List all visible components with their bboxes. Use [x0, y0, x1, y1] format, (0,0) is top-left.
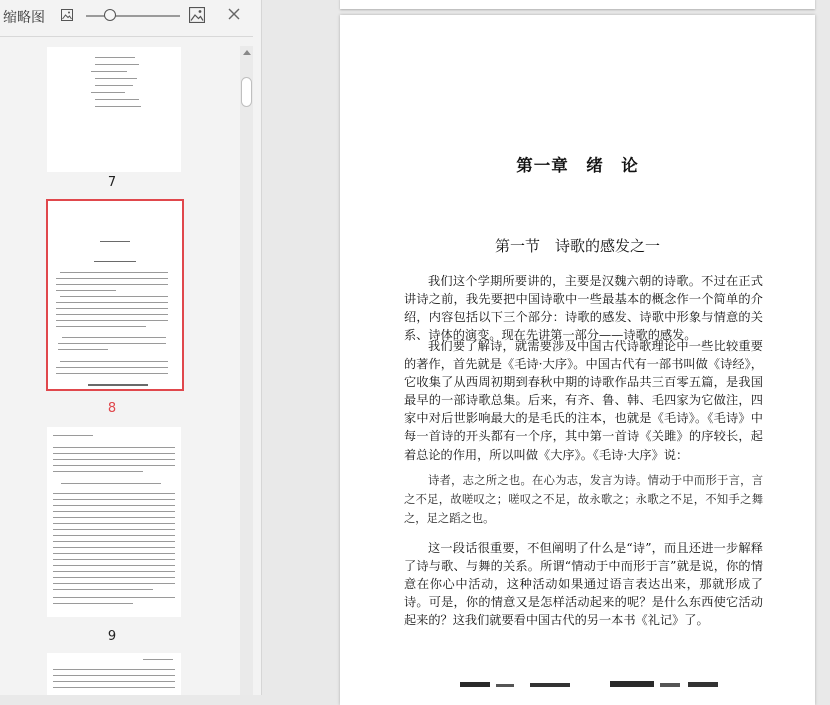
close-icon[interactable] [228, 8, 240, 20]
thumbnail-page-8-label: 8 [107, 401, 117, 416]
zoom-in-image-icon[interactable] [189, 7, 205, 23]
scroll-up-arrow-icon[interactable] [243, 50, 251, 55]
zoom-slider-handle[interactable] [104, 9, 116, 21]
thumbnail-page-7-label: 7 [107, 175, 117, 190]
thumbnail-page-9[interactable] [47, 427, 181, 617]
sidebar-header [0, 0, 262, 34]
chapter-title: 第一章 绪 论 [516, 156, 639, 175]
thumbnail-list [0, 37, 240, 695]
thumbnail-page-7[interactable] [47, 47, 181, 172]
quoted-passage: 诗者，志之所之也。在心为志，发言为诗。情动于中而形于言，言之不足，故嗟叹之；嗟叹之不足，故永歌之；永歌之不足，不知手之舞之，足之蹈之也。 [404, 474, 763, 525]
previous-page-edge [340, 0, 815, 9]
sidebar-scrollbar[interactable] [240, 46, 253, 695]
zoom-out-image-icon[interactable] [61, 9, 73, 21]
thumbnail-page-8[interactable] [48, 201, 182, 389]
thumbnail-sidebar [0, 0, 262, 695]
zoom-slider-track[interactable] [86, 15, 180, 17]
sidebar-scrollbar-thumb[interactable] [241, 77, 252, 107]
thumbnail-page-9-label: 9 [107, 629, 117, 644]
body-paragraph-2: 我们要了解诗，就需要涉及中国古代诗歌理论中一些比较重要的著作，首先就是《毛诗·大序》。中国古代有一部书叫做《诗经》，它收集了从西周初期到春秋中期的诗歌作品共三百零五篇，是我国最早的一部诗歌总集。后来，有齐、鲁、韩、毛四家为它做注，四家中对后世影响最大的是毛氏的注本，也就是《毛诗》。《毛诗》中每一首诗的开头都有一个序，其中第一首诗《关雎》的序较长，起着总论的作用，所以叫做《大序》。《毛诗·大序》说： [404, 339, 763, 462]
sidebar-title: 缩略图 [3, 10, 45, 26]
body-paragraph-3: 这一段话很重要，不但阐明了什么是“诗”，而且还进一步解释了诗与歌、与舞的关系。所谓“情动于中而形于言”就是说，你的情意在你心中活动，这种活动如果通过语言表达出来，那就形成了诗。可是，你的情意又是怎样活动起来的呢？是什么东西使它活动起来的？这我们就要看中国古代的另一本书《礼记》了。 [404, 541, 763, 628]
page-bottom-scan-marks [460, 678, 718, 688]
body-paragraph-1: 我们这个学期所要讲的，主要是汉魏六朝的诗歌。不过在正式讲诗之前，我先要把中国诗歌中一些最基本的概念作一个简单的介绍，内容包括以下三个部分：诗歌的感发、诗歌中形象与情意的关系、诗体的演变。现在先讲第一部分——诗歌的感发。 [404, 274, 763, 343]
thumbnail-page-10[interactable] [47, 653, 181, 695]
document-page [340, 15, 815, 705]
section-title: 第一节 诗歌的感发之一 [494, 237, 660, 255]
